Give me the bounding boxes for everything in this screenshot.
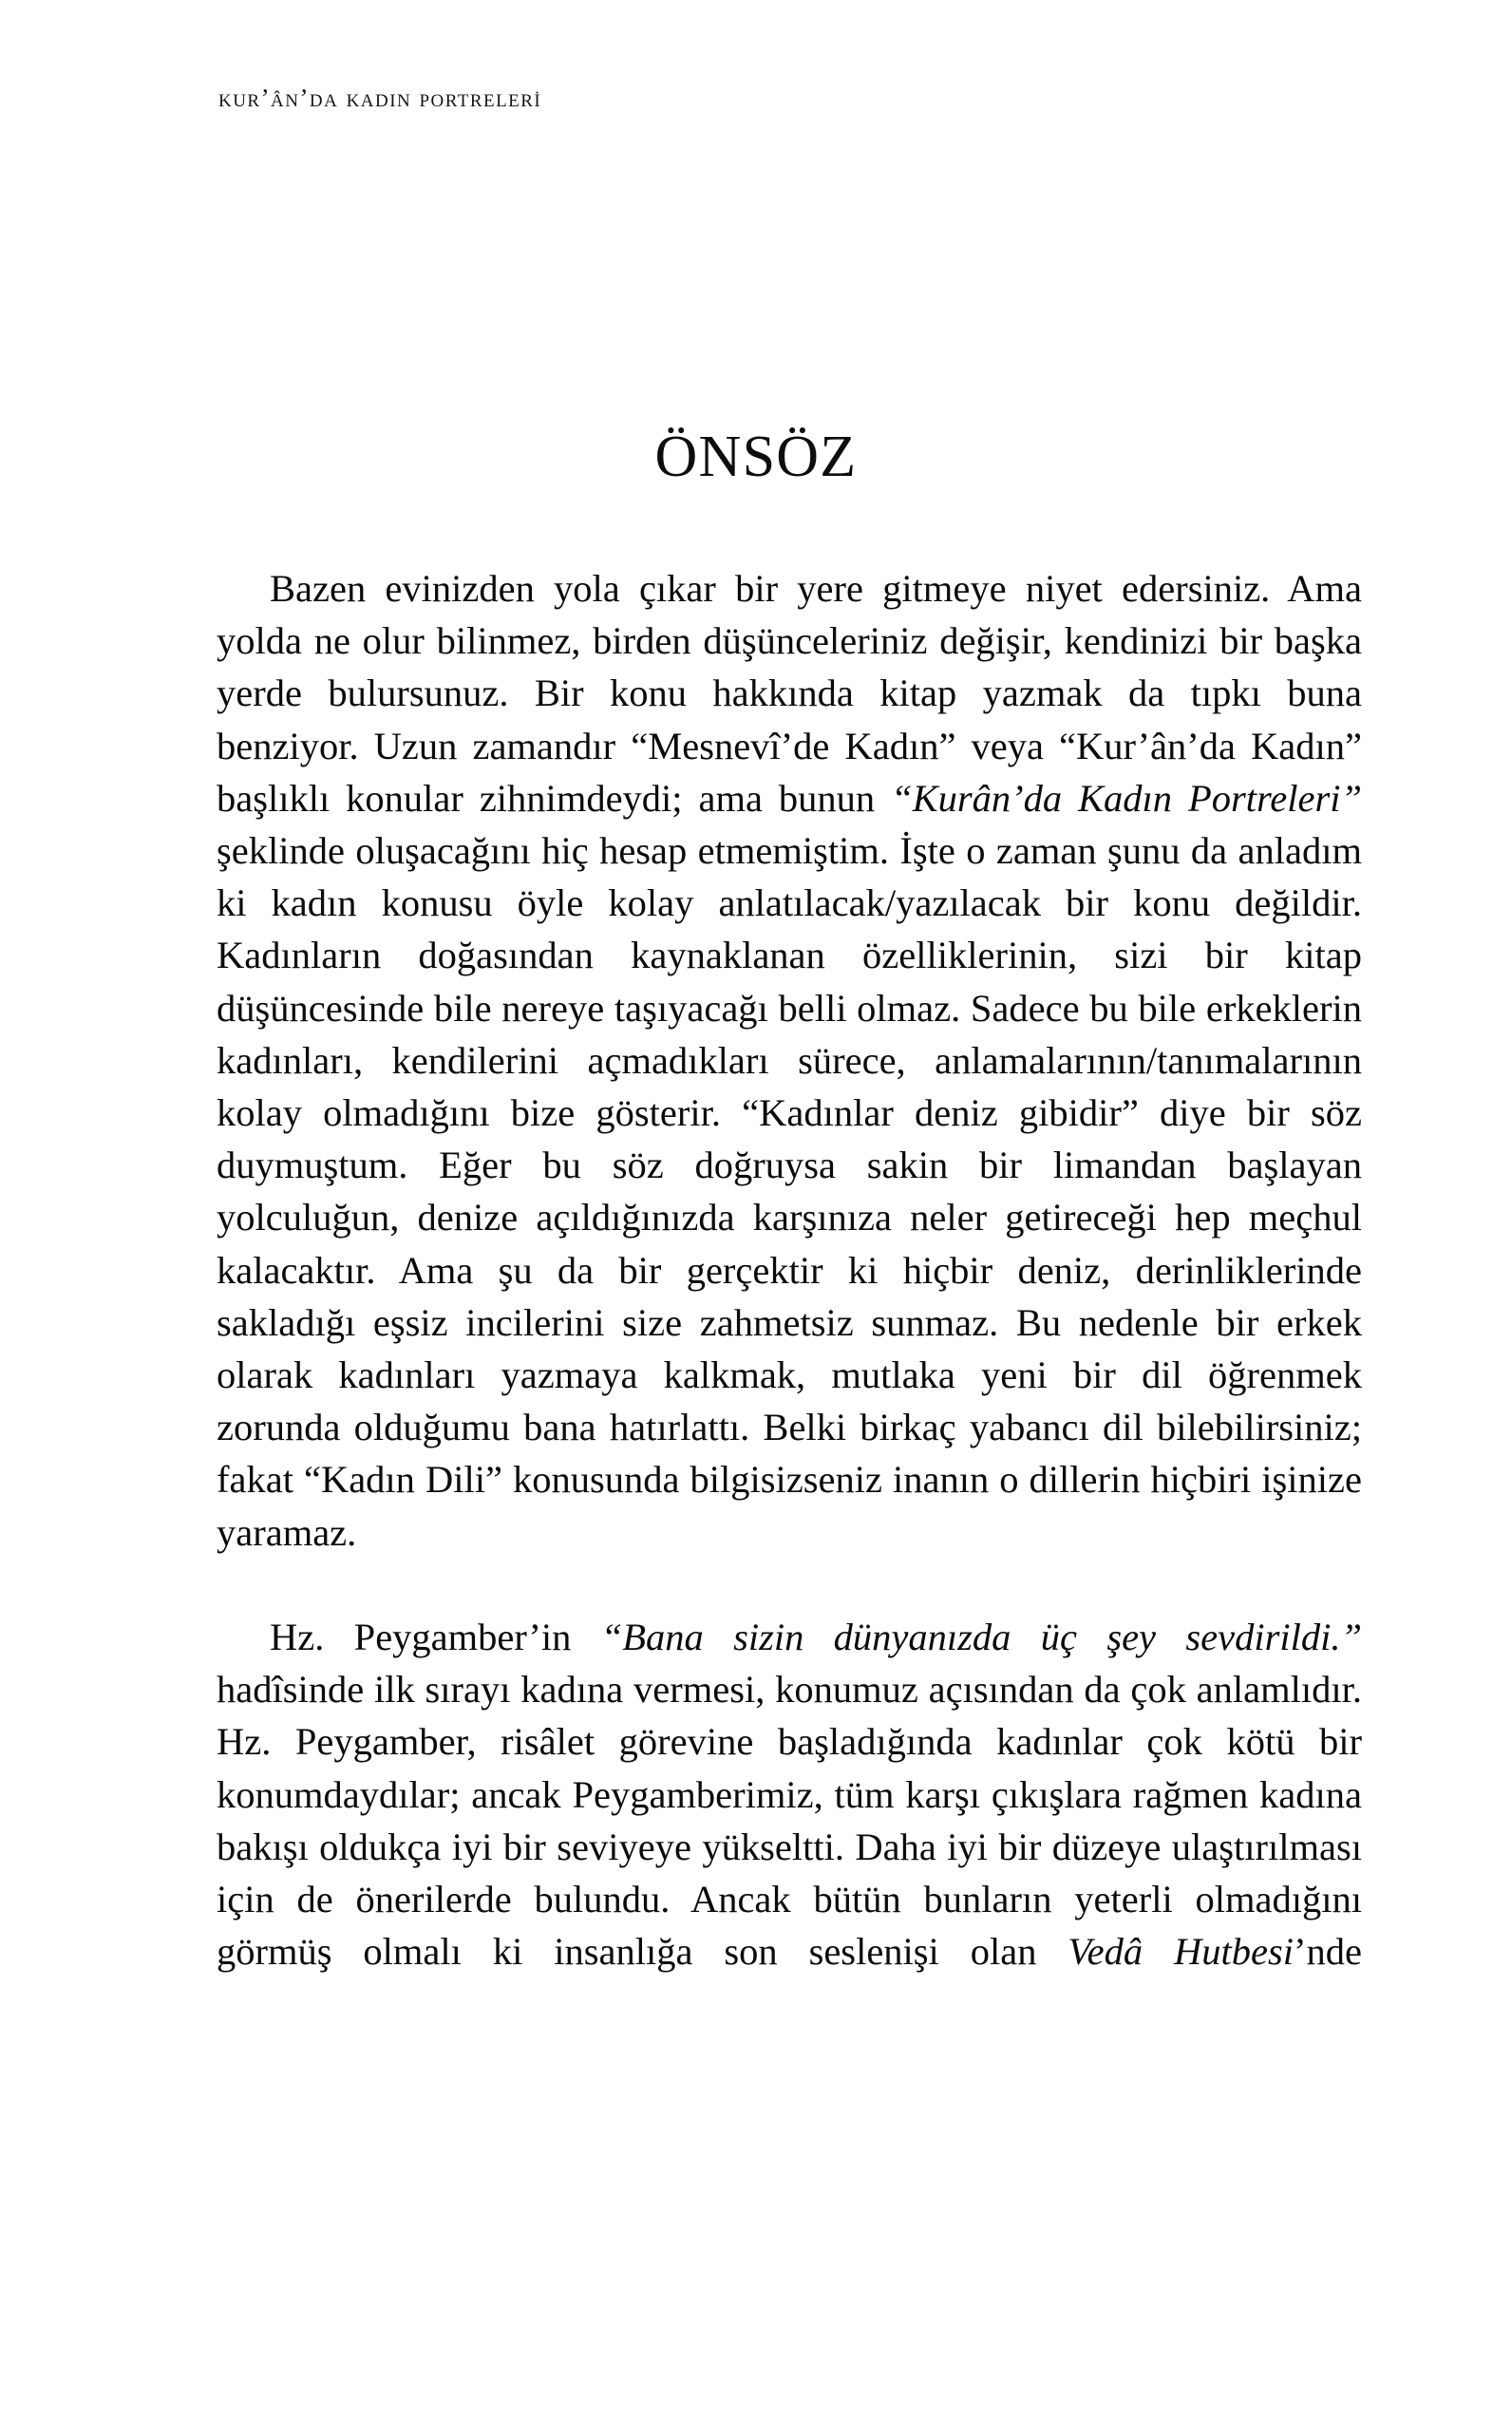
text-run: hadîsinde ilk sırayı kadına vermesi, konumuz açısından da çok anlamlıdır. Hz. Peygamber, risâlet görevine başladığında kadınlar çok kötü bir konumdaydılar; ancak Peygamberimiz, tüm karşı çıkışlara rağmen kadına bakışı oldukça iyi bir seviyeye yükseltti. Daha iyi bir düzeye ulaştırılması için de önerilerde bulundu. Ancak bütün bunların yeterli olmadığını görmüş olmalı ki insanlığa son seslenişi olan [217,1668,1362,1974]
italic-run: “Kurân’da Kadın Portreleri” [891,776,1362,820]
text-run: Hz. Peygamber’in [270,1616,601,1659]
text-run: şeklinde oluşacağını hiç hesap etmemiştim. İşte o zaman şunu da anladım ki kadın konusu öyle kolay anlatılacak/yazılacak bir konu değildir. Kadınların doğasından kaynaklanan özelliklerinin, sizi bir kitap düşüncesinde bile nereye taşıyacağı belli olmaz. Sadece bu bile erkeklerin kadınları, kendilerini açmadıkları sürece, anlamalarının/tanımalarının kolay olmadığını bize gösterir. “Kadınlar deniz gibidir” diye bir söz duymuştum. Eğer bu söz doğruysa sakin bir limandan başlayan yolculuğun, denize açıldığınızda karşınıza neler getireceği hep meçhul kalacaktır. Ama şu da bir gerçektir ki hiçbir deniz, derinliklerinde sakladığı eşsiz incilerini size zahmetsiz sunmaz. Bu nedenle bir erkek olarak kadınları yazmaya kalkmak, mutlaka yeni bir dil öğrenmek zorunda olduğumu bana hatırlattı. Belki birkaç yabancı dil bilebilirsiniz; fakat “Kadın Dili” konusunda bilgisizseniz inanın o dillerin hiçbiri işinize yaramaz. [217,829,1362,1554]
text-run: ’nde [1294,1930,1362,1974]
text-run: Bazen evinizden yola çıkar bir yere gitmeye niyet edersiniz. Ama yolda ne olur bilinmez, birden düşünceleriniz değişir, kendinizi bir başka yerde bulursunuz. Bir konu hakkında kitap yazmak da tıpkı buna benziyor. Uzun zamandır “Mesnevî’de Kadın” veya “Kur’ân’da Kadın” başlıklı konular zihnimdeydi; ama bunun [217,567,1362,820]
italic-run: “Bana sizin dünyanızda üç şey sevdirildi.” [600,1616,1362,1659]
running-header: kur’ân’da kadın portreleri̇ [218,84,542,112]
body-text-block [217,562,1362,2031]
paragraph [217,1611,1362,2031]
italic-run: Vedâ Hutbesi [1068,1930,1295,1974]
paragraph [217,562,1362,1611]
page-title: ÖNSÖZ [654,424,858,489]
